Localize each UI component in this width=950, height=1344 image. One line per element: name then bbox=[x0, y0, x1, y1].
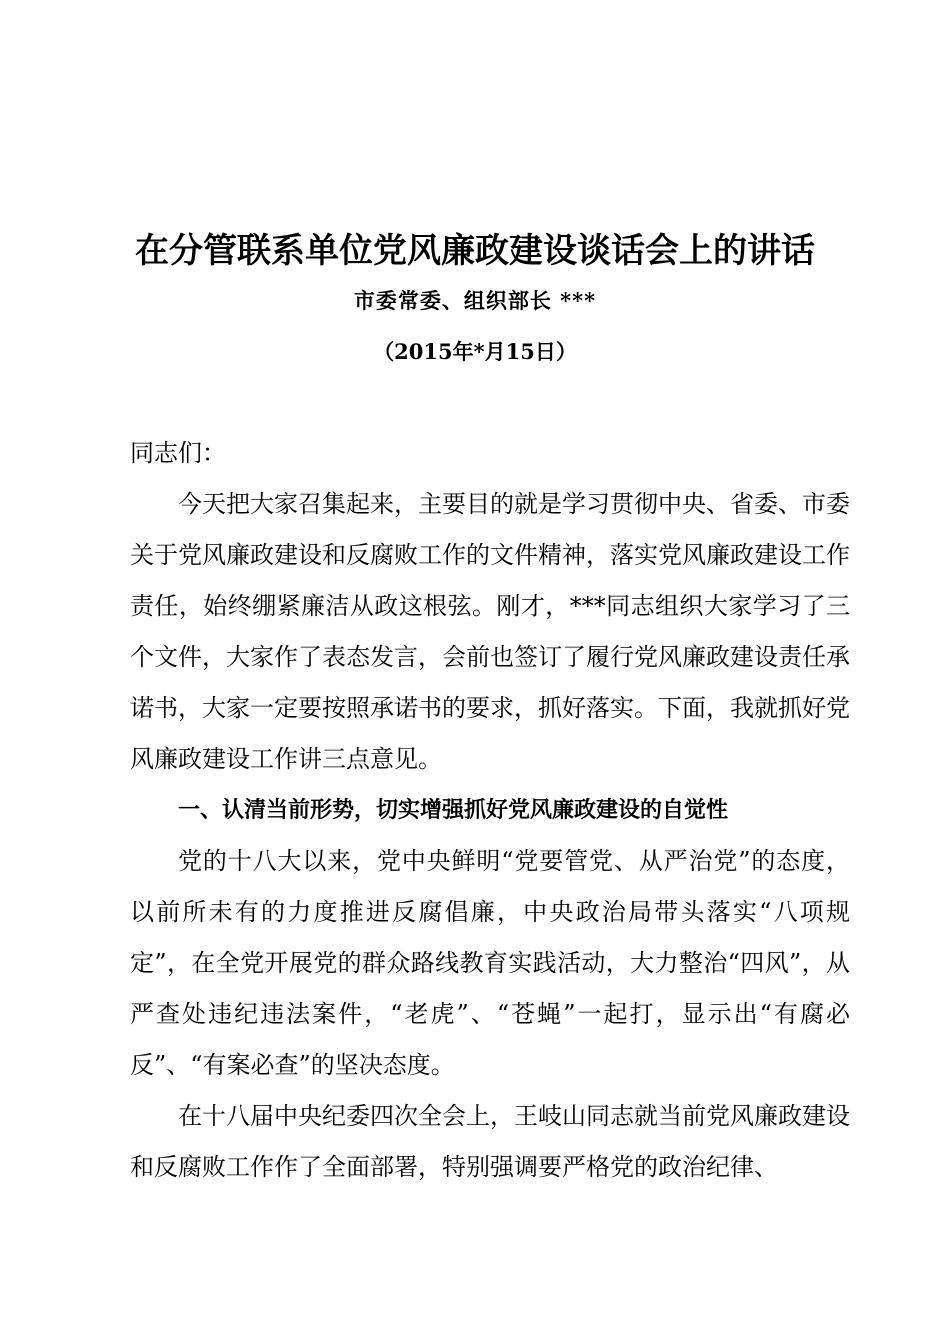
paragraph-plenary: 在十八届中央纪委四次全会上，王岐山同志就当前党风廉政建设和反腐败工作作了全面部署，特别强调要严格党的政治纪律、 bbox=[130, 1102, 850, 1181]
paragraph-situation: 党的十八大以来，党中央鲜明“党要管党、从严治党”的态度，以前所未有的力度推进反腐倡廉，中央政治局带头落实“八项规定”，在全党开展党的群众路线教育实践活动，大力整治“四风”，从严查处违纪违法案件，“老虎”、“苍蝇”一起打，显示出“有腐必反”、“有案必查”的坚决态度。 bbox=[130, 847, 850, 1079]
section-heading-1: 一、认清当前形势，切实增强抓好党风廉政建设的自觉性 bbox=[178, 798, 729, 823]
document-body bbox=[130, 428, 850, 1193]
speaker-line: 市委常委、组织部长 *** bbox=[353, 288, 597, 313]
document-title: 在分管联系单位党风廉政建设谈话会上的讲话 bbox=[135, 231, 815, 271]
salutation: 同志们： bbox=[130, 439, 226, 467]
paragraph-intro: 今天把大家召集起来，主要目的就是学习贯彻中央、省委、市委关于党风廉政建设和反腐败工作的文件精神，落实党风廉政建设工作责任，始终绷紧廉洁从政这根弦。刚才，***同志组织大家学习了三个文件，大家作了表态发言，会前也签订了履行党风廉政建设责任承诺书，大家一定要按照承诺书的要求，抓好落实。下面，我就抓好党风廉政建设工作讲三点意见。 bbox=[130, 490, 850, 773]
speech-date: （2015年*月15日） bbox=[373, 339, 577, 364]
